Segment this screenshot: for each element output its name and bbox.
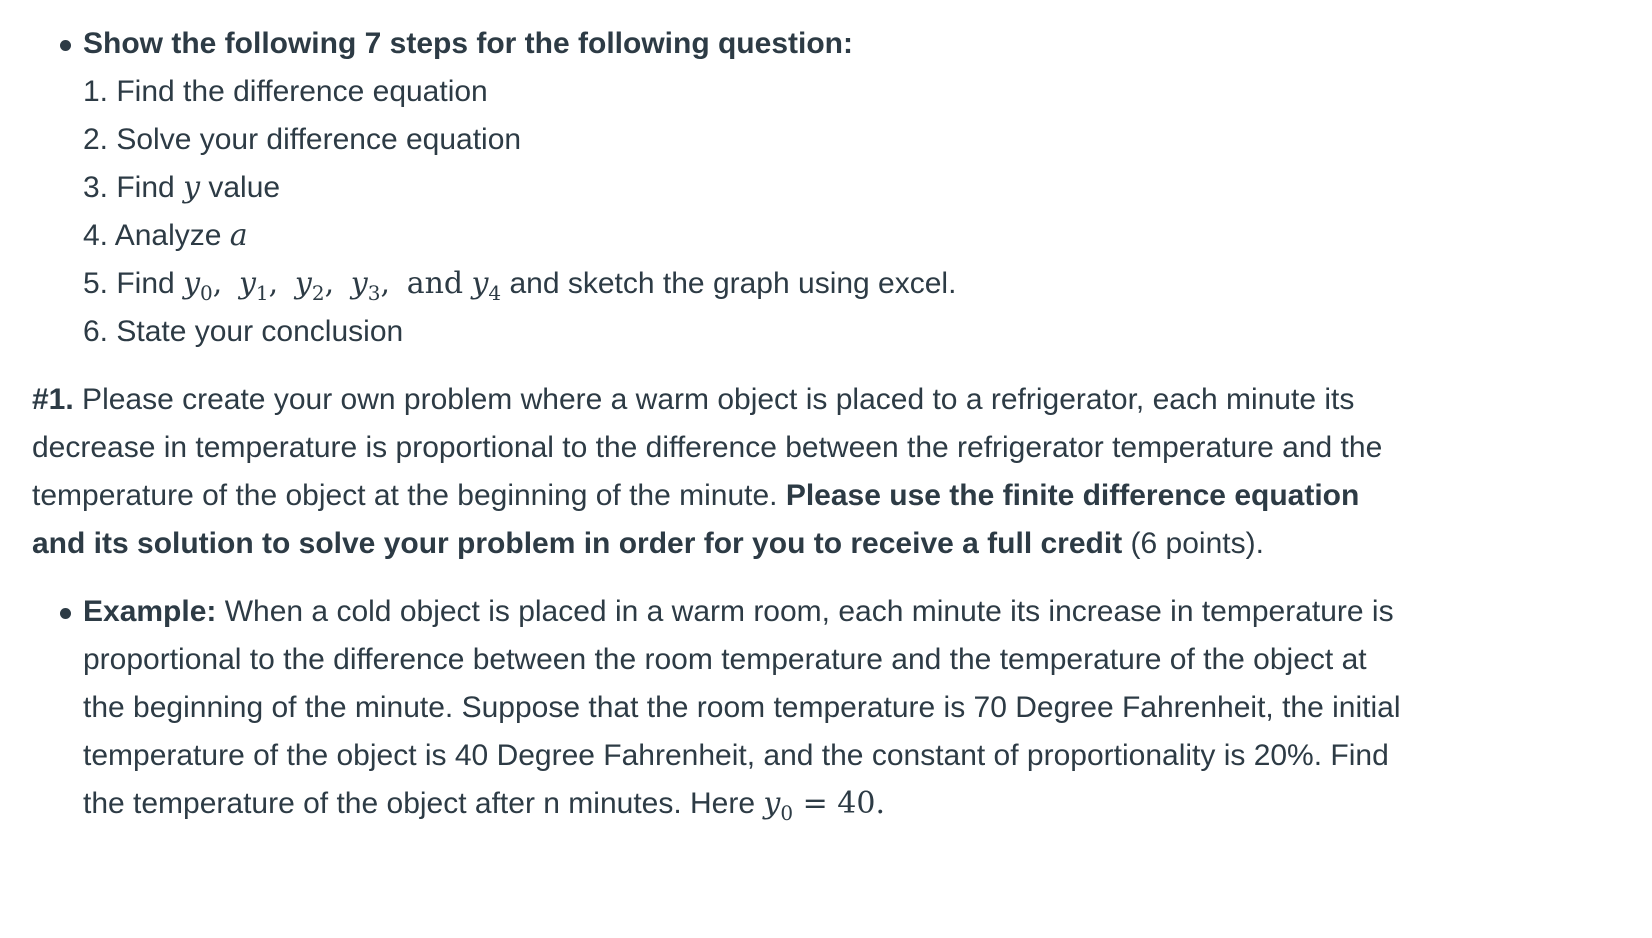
- math-y1: $y_1$: [238, 266, 269, 305]
- bullet-icon: [60, 40, 71, 51]
- math-y4: $y_4$: [471, 266, 502, 305]
- math-y2: $y_2$: [294, 266, 325, 305]
- math-y0-example: $y_0$: [763, 786, 794, 825]
- problem-bold-text: Please use the finite difference equation and its solution to solve your problem in order for you to receive a full credit: [32, 479, 1360, 560]
- intro-bullet: [32, 20, 1412, 68]
- math-a: a: [229, 218, 248, 253]
- problem-paragraph: [32, 376, 1412, 568]
- example-bullet: [32, 588, 1412, 828]
- math-y0: $y_0$: [183, 266, 213, 305]
- problem-points: (6 points).: [1122, 527, 1264, 560]
- math-y3: $y_3$: [350, 266, 381, 305]
- math-and: and: [406, 266, 464, 301]
- step-3: 3. Find y value: [83, 170, 281, 205]
- step-1: 1. Find the difference equation: [83, 75, 488, 108]
- step-2: 2. Solve your difference equation: [83, 123, 522, 156]
- step-5: 5. Find $y_0$, $y_1$, $y_2$, $y_3$, and $y_4$ and sketch the graph using excel.: [83, 266, 957, 305]
- document-body: [32, 20, 1412, 828]
- step-6: 6. State your conclusion: [83, 315, 404, 348]
- bullet-icon: [60, 608, 71, 619]
- example-label: Example:: [83, 595, 217, 628]
- intro-heading: Show the following 7 steps for the following question:: [83, 27, 853, 60]
- step-4: 4. Analyze a: [83, 218, 248, 253]
- math-y: y: [183, 170, 201, 205]
- math-equals-40: = 40.: [793, 786, 885, 821]
- steps-list: [83, 68, 1412, 356]
- example-text: When a cold object is placed in a warm room, each minute its increase in temperature is proportional to the difference between the room temperature and the temperature of the object at the beginning of the minute. Suppose that the room temperature is 70 Degree Fahrenheit, the initial temperature of the object is 40 Degree Fahrenheit, and the constant of proportionality is 20%. Find the temperature of the object after n minutes. Here: [83, 595, 1401, 820]
- problem-text: Please create your own problem where a warm object is placed to a refrigerator, each minute its decrease in temperature is proportional to the difference between the refrigerator temperature and the temperature of the object at the beginning of the minute.: [32, 383, 1383, 512]
- problem-number: #1.: [32, 383, 74, 416]
